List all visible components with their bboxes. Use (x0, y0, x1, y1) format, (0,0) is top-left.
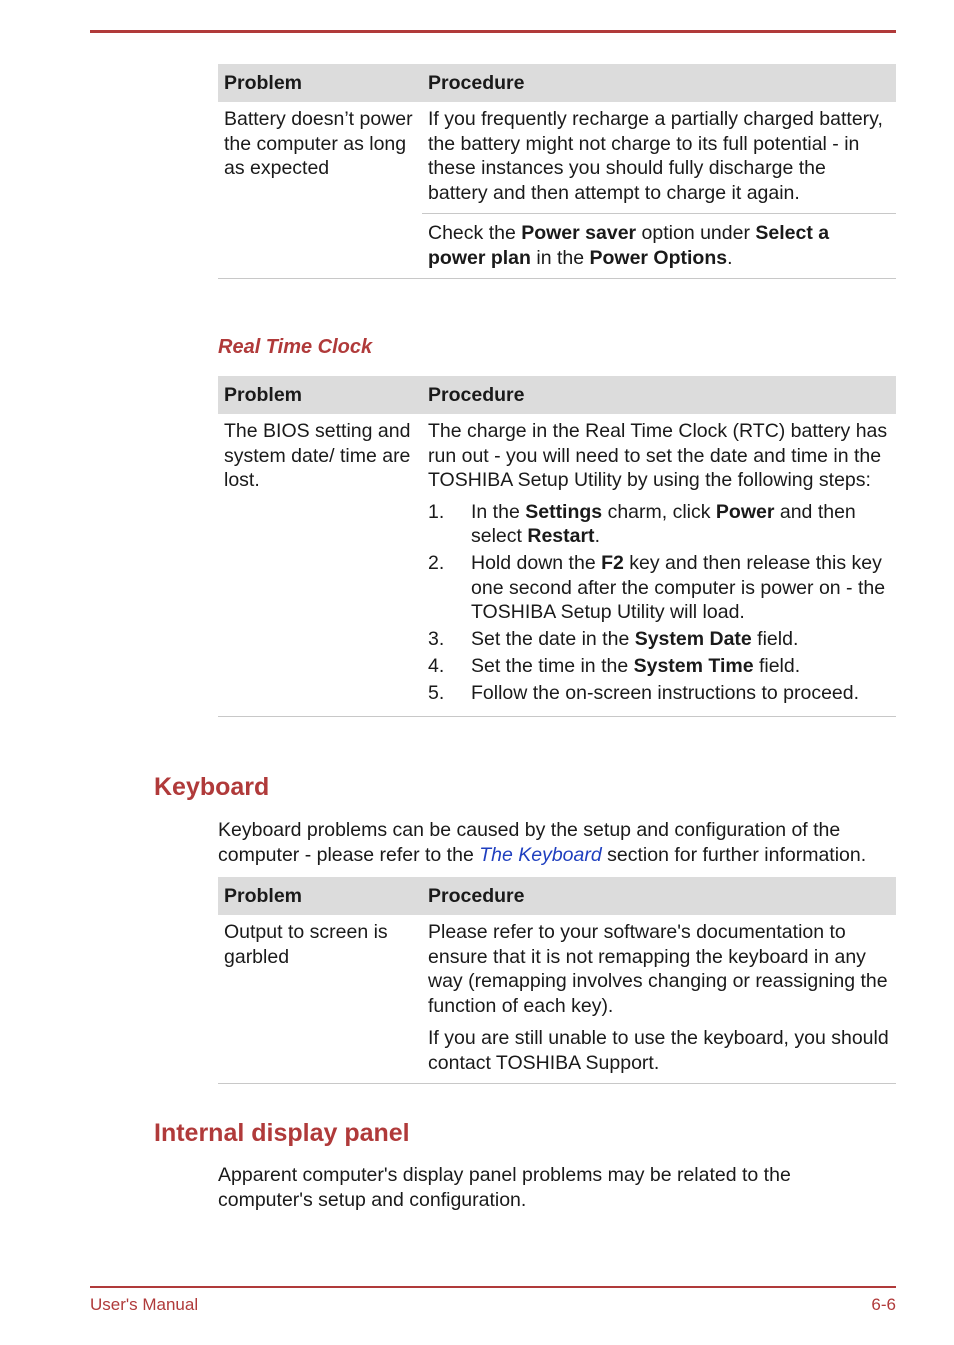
procedure-block (422, 414, 896, 716)
table-row (218, 915, 896, 1084)
procedure-text: Please refer to your software's documentation to ensure that it is not remapping the keyboard in any way (remapping involves changing or reassigning the function of each key). (428, 921, 888, 1017)
procedure-text: If you frequently recharge a partially charged battery, the battery might not charge to its full potential - in these instances you should fully discharge the battery and then attempt to charge it again. (428, 108, 883, 204)
problem-cell: The BIOS setting and system date/ time are lost. (224, 420, 411, 491)
step-text: Set the date in the System Date field. (471, 628, 799, 650)
list-item (428, 500, 890, 549)
section-heading-display: Internal display panel (154, 1119, 410, 1147)
problem-cell: Battery doesn’t power the computer as long as expected (224, 108, 413, 179)
step-text: Set the time in the System Time field. (471, 655, 801, 677)
step-number: 3. (428, 628, 445, 650)
list-item (428, 654, 890, 679)
step-text: In the Settings charm, click Power and then select Restart. (471, 500, 856, 547)
table-header (218, 376, 896, 414)
bottom-rule (90, 1286, 896, 1288)
list-item (428, 627, 890, 652)
rtc-table (218, 376, 896, 717)
top-rule (90, 30, 896, 33)
table-header (218, 877, 896, 915)
procedure-text: If you are still unable to use the keyboard, you should contact TOSHIBA Support. (428, 1027, 889, 1074)
col-procedure-header: Procedure (428, 884, 525, 907)
col-problem-header: Problem (224, 71, 303, 94)
step-text: Hold down the F2 key and then release this key one second after the computer is power on - the TOSHIBA Setup Utility will load. (471, 552, 886, 623)
step-number: 4. (428, 655, 445, 677)
keyboard-table (218, 877, 896, 1084)
list-item (428, 681, 890, 706)
battery-table (218, 64, 896, 279)
step-number: 2. (428, 552, 445, 574)
table-row (218, 102, 896, 279)
procedure-text: The charge in the Real Time Clock (RTC) battery has run out - you will need to set the date and time in the TOSHIBA Setup Utility by using the following steps: (428, 420, 888, 491)
procedure-block (422, 915, 896, 1083)
display-intro: Apparent computer's display panel problems may be related to the computer's setup and configuration. (218, 1164, 791, 1211)
procedure-cell (422, 915, 896, 1083)
list-item (428, 551, 890, 625)
footer-title: User's Manual (90, 1295, 199, 1314)
col-problem-header: Problem (224, 383, 303, 406)
procedure-cell (422, 414, 896, 716)
procedure-block (422, 213, 896, 278)
procedure-cell (422, 102, 896, 278)
procedure-text: Check the Power saver option under Select a power plan in the Power Options. (428, 222, 830, 269)
table-row (218, 414, 896, 717)
steps-list (428, 500, 890, 706)
step-number: 1. (428, 500, 445, 523)
step-number: 5. (428, 682, 445, 704)
section-subheading-rtc: Real Time Clock (218, 336, 373, 358)
table-header (218, 64, 896, 102)
step-text: Follow the on-screen instructions to proceed. (471, 682, 860, 704)
keyboard-intro: Keyboard problems can be caused by the setup and configuration of the computer - please refer to the The Keyboard section for further information. (218, 819, 867, 866)
page-number: 6-6 (871, 1295, 896, 1314)
col-procedure-header: Procedure (428, 71, 525, 94)
section-heading-keyboard: Keyboard (154, 773, 270, 801)
procedure-block (422, 102, 896, 213)
problem-cell: Output to screen is garbled (224, 921, 388, 968)
col-problem-header: Problem (224, 884, 303, 907)
the-keyboard-link[interactable]: The Keyboard (479, 843, 602, 866)
col-procedure-header: Procedure (428, 383, 525, 406)
